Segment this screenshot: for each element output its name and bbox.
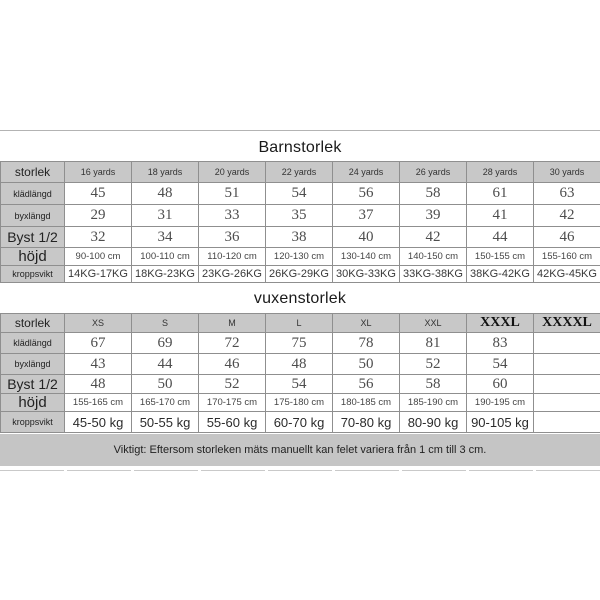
value-cell: 72: [199, 333, 266, 354]
value-cell: 31: [132, 205, 199, 227]
row-label: byxlängd: [1, 205, 65, 227]
column-header: 22 yards: [266, 162, 333, 183]
value-cell: 170-175 cm: [199, 394, 266, 412]
value-cell: 44: [467, 227, 534, 248]
value-cell: 35: [266, 205, 333, 227]
value-cell: 56: [333, 375, 400, 394]
value-cell: 54: [467, 354, 534, 375]
value-cell: [534, 394, 600, 412]
column-header: 30 yards: [534, 162, 600, 183]
value-cell: 90-100 cm: [65, 248, 132, 266]
value-cell: 39: [400, 205, 467, 227]
value-cell: 60: [467, 375, 534, 394]
row-label: kroppsvikt: [1, 412, 65, 433]
column-header: 16 yards: [65, 162, 132, 183]
value-cell: 50: [333, 354, 400, 375]
value-cell: 26KG-29KG: [266, 266, 333, 283]
children-table-title: Barnstorlek: [0, 130, 600, 161]
value-cell: 80-90 kg: [400, 412, 467, 433]
value-cell: [534, 375, 600, 394]
column-header: 18 yards: [132, 162, 199, 183]
value-cell: 63: [534, 183, 600, 205]
column-header: XXXL: [467, 314, 534, 333]
value-cell: 30KG-33KG: [333, 266, 400, 283]
value-cell: 58: [400, 183, 467, 205]
column-header: M: [199, 314, 266, 333]
value-cell: 52: [199, 375, 266, 394]
value-cell: 45: [65, 183, 132, 205]
value-cell: 48: [266, 354, 333, 375]
value-cell: 36: [199, 227, 266, 248]
size-chart: [0, 130, 600, 471]
value-cell: 38KG-42KG: [467, 266, 534, 283]
value-cell: 48: [132, 183, 199, 205]
value-cell: 90-105 kg: [467, 412, 534, 433]
children-size-table: [0, 161, 600, 283]
value-cell: 130-140 cm: [333, 248, 400, 266]
corner-label: storlek: [1, 314, 65, 333]
value-cell: 51: [199, 183, 266, 205]
value-cell: 23KG-26KG: [199, 266, 266, 283]
value-cell: 56: [333, 183, 400, 205]
column-header: XL: [333, 314, 400, 333]
column-header: 20 yards: [199, 162, 266, 183]
corner-label: storlek: [1, 162, 65, 183]
value-cell: 33: [199, 205, 266, 227]
value-cell: 165-170 cm: [132, 394, 199, 412]
value-cell: 18KG-23KG: [132, 266, 199, 283]
adult-table-title: vuxenstorlek: [253, 290, 347, 307]
value-cell: 14KG-17KG: [65, 266, 132, 283]
value-cell: 70-80 kg: [333, 412, 400, 433]
column-header: S: [132, 314, 199, 333]
value-cell: [534, 412, 600, 433]
value-cell: 42: [534, 205, 600, 227]
row-label: klädlängd: [1, 333, 65, 354]
value-cell: 81: [400, 333, 467, 354]
value-cell: 185-190 cm: [400, 394, 467, 412]
value-cell: 120-130 cm: [266, 248, 333, 266]
value-cell: 140-150 cm: [400, 248, 467, 266]
row-label: klädlängd: [1, 183, 65, 205]
value-cell: 38: [266, 227, 333, 248]
column-header: L: [266, 314, 333, 333]
row-label: höjd: [1, 248, 65, 266]
table-bottom-edge: [0, 470, 600, 471]
value-cell: 78: [333, 333, 400, 354]
row-label: höjd: [1, 394, 65, 412]
value-cell: 55-60 kg: [199, 412, 266, 433]
column-header: XXL: [400, 314, 467, 333]
value-cell: 110-120 cm: [199, 248, 266, 266]
row-label: Byst 1/2: [1, 227, 65, 248]
row-label: Byst 1/2: [1, 375, 65, 394]
adult-size-table: [0, 313, 600, 433]
value-cell: 155-165 cm: [65, 394, 132, 412]
value-cell: 75: [266, 333, 333, 354]
value-cell: 48: [65, 375, 132, 394]
value-cell: [534, 333, 600, 354]
value-cell: 150-155 cm: [467, 248, 534, 266]
value-cell: 41: [467, 205, 534, 227]
value-cell: 46: [199, 354, 266, 375]
value-cell: 37: [333, 205, 400, 227]
value-cell: 54: [266, 375, 333, 394]
value-cell: 45-50 kg: [65, 412, 132, 433]
column-header: XS: [65, 314, 132, 333]
row-label: kroppsvikt: [1, 266, 65, 283]
value-cell: 42: [400, 227, 467, 248]
value-cell: 46: [534, 227, 600, 248]
value-cell: 52: [400, 354, 467, 375]
value-cell: 83: [467, 333, 534, 354]
value-cell: 43: [65, 354, 132, 375]
column-header: XXXXL: [534, 314, 600, 333]
column-header: 24 yards: [333, 162, 400, 183]
value-cell: 40: [333, 227, 400, 248]
value-cell: 58: [400, 375, 467, 394]
value-cell: 29: [65, 205, 132, 227]
value-cell: 50-55 kg: [132, 412, 199, 433]
column-header: 26 yards: [400, 162, 467, 183]
value-cell: [534, 354, 600, 375]
value-cell: 54: [266, 183, 333, 205]
value-cell: 34: [132, 227, 199, 248]
row-label: byxlängd: [1, 354, 65, 375]
value-cell: 60-70 kg: [266, 412, 333, 433]
value-cell: 175-180 cm: [266, 394, 333, 412]
value-cell: 32: [65, 227, 132, 248]
value-cell: 61: [467, 183, 534, 205]
column-header: 28 yards: [467, 162, 534, 183]
value-cell: 100-110 cm: [132, 248, 199, 266]
value-cell: 180-185 cm: [333, 394, 400, 412]
value-cell: 33KG-38KG: [400, 266, 467, 283]
value-cell: 67: [65, 333, 132, 354]
value-cell: 50: [132, 375, 199, 394]
measurement-disclaimer: Viktigt: Eftersom storleken mäts manuellt kan felet variera från 1 cm till 3 cm.: [0, 434, 600, 466]
value-cell: 190-195 cm: [467, 394, 534, 412]
value-cell: 42KG-45KG: [534, 266, 600, 283]
value-cell: 69: [132, 333, 199, 354]
value-cell: 44: [132, 354, 199, 375]
value-cell: 155-160 cm: [534, 248, 600, 266]
